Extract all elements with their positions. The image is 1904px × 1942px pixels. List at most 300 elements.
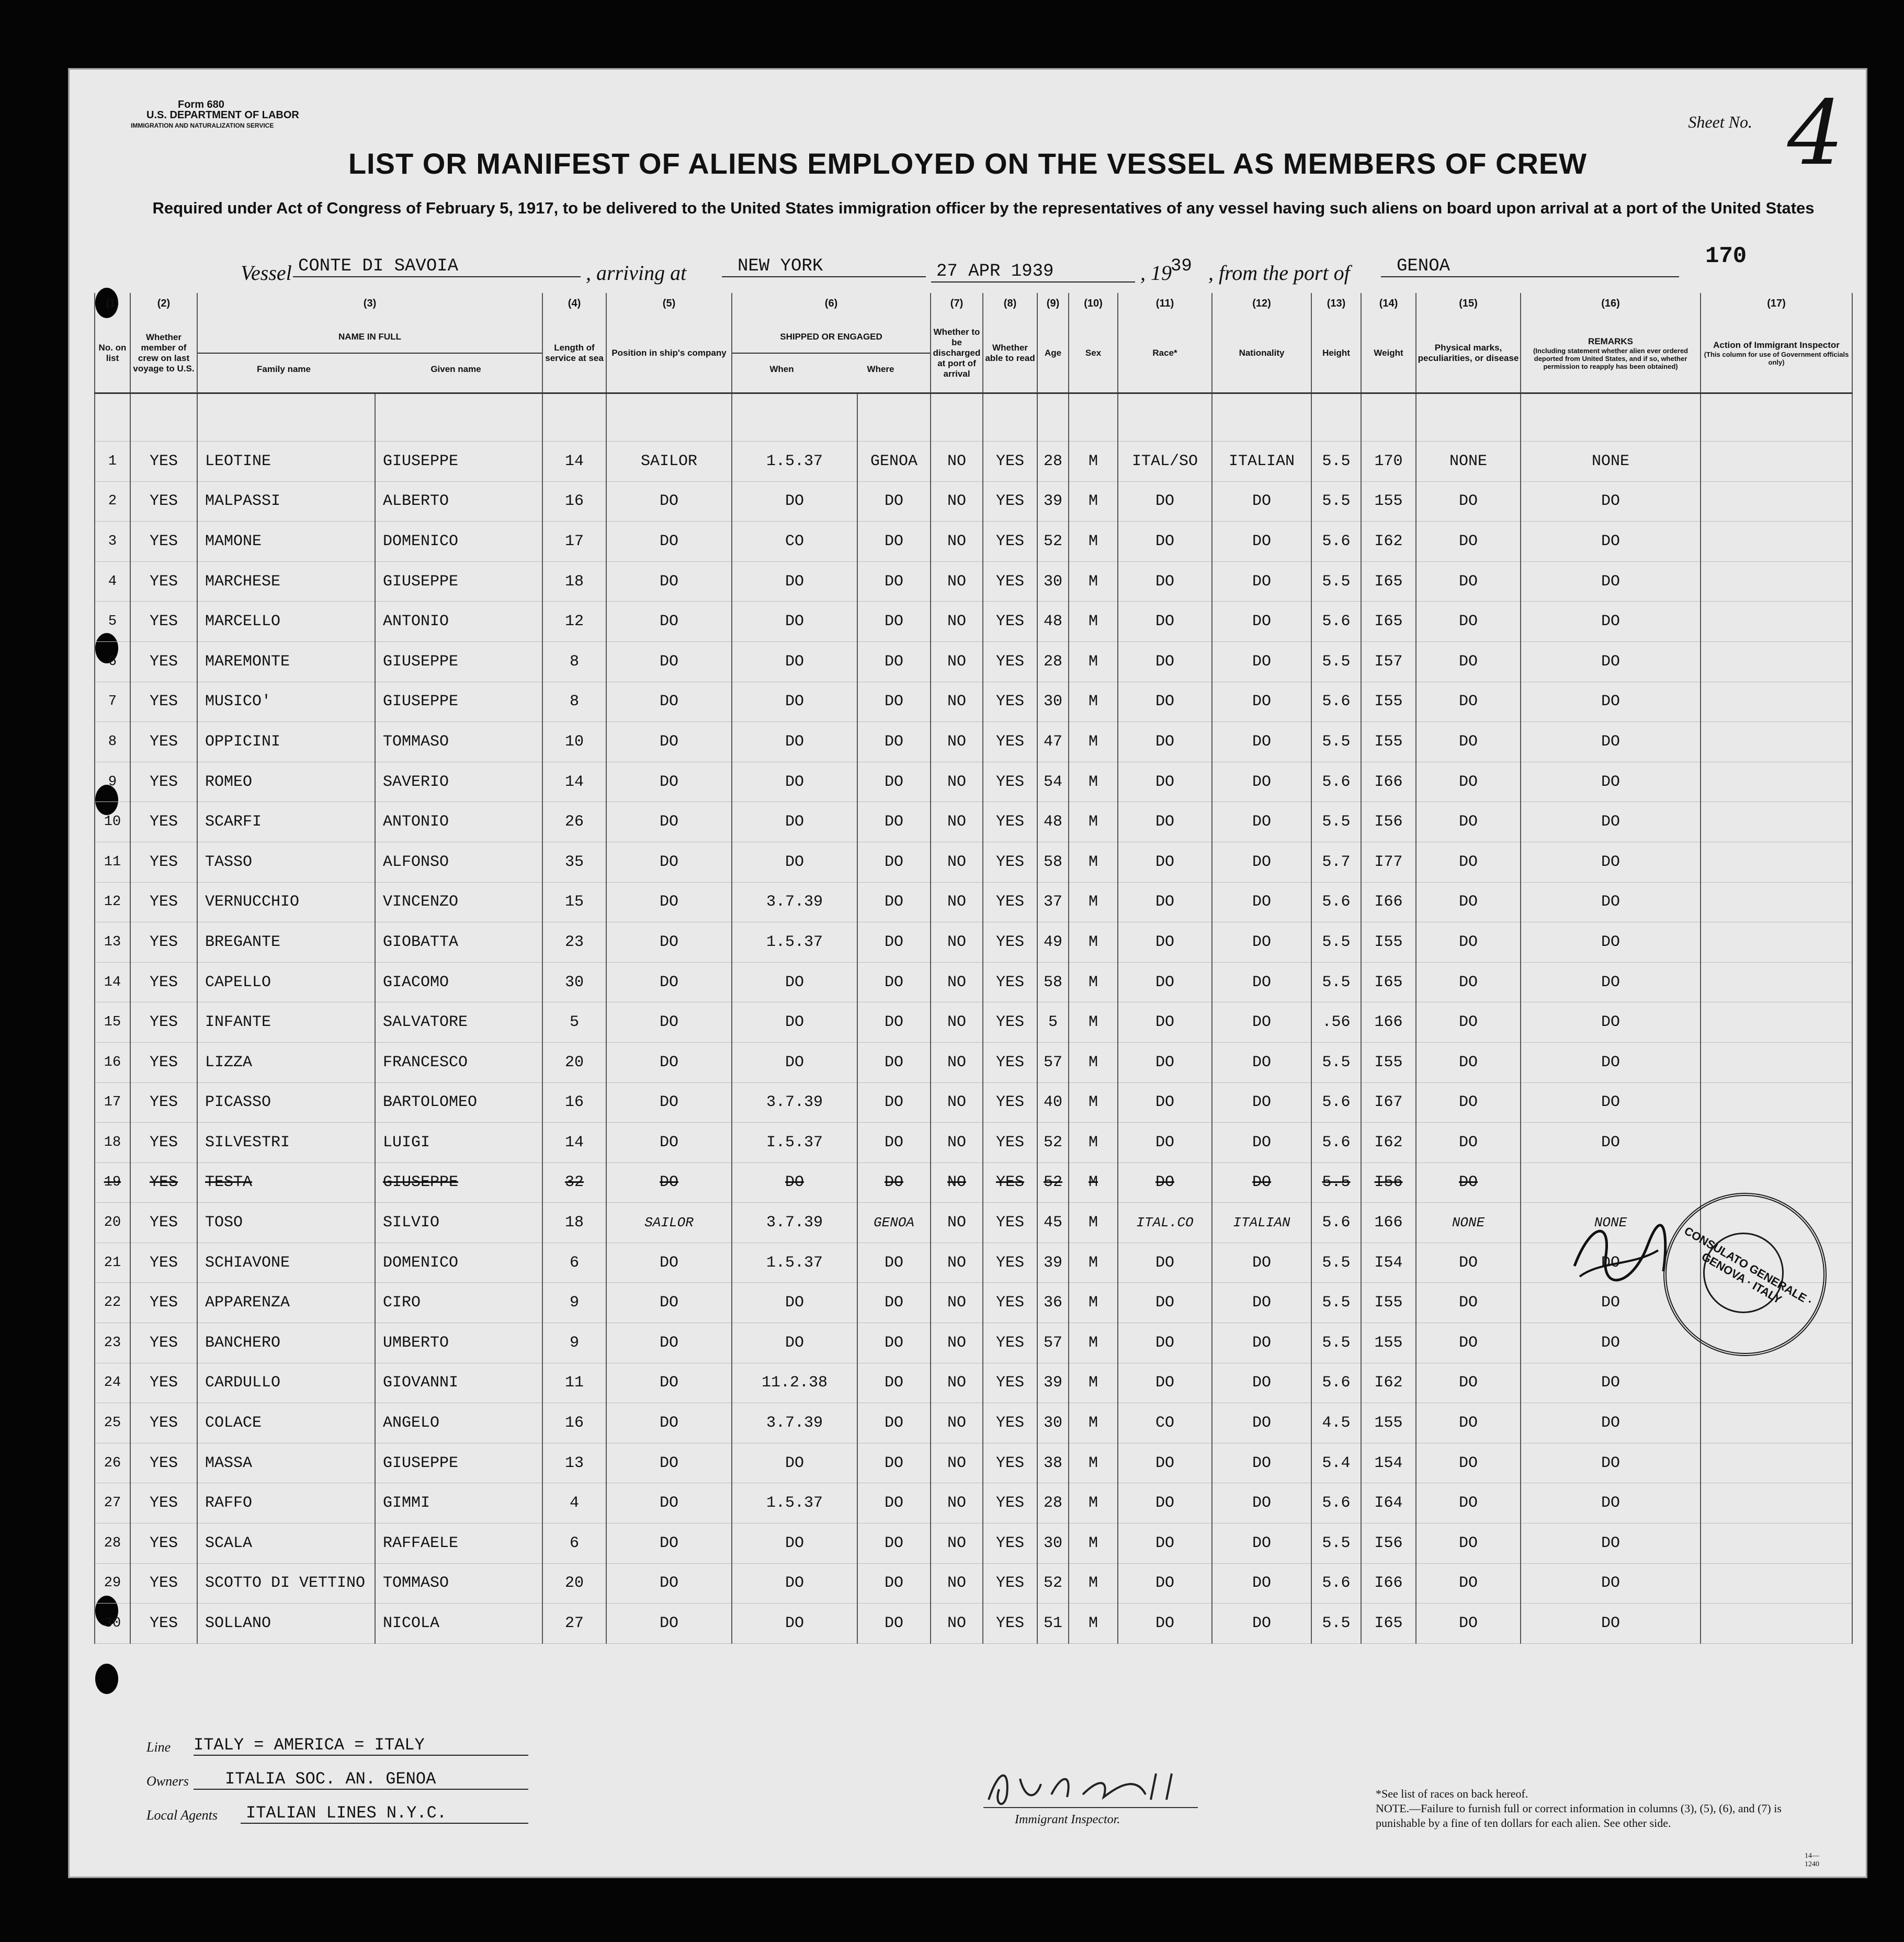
table-row <box>95 882 1852 922</box>
header-last-voyage: Whether member of crew on last voyage to U.S. <box>130 314 197 393</box>
column-header-row <box>95 314 1852 393</box>
owners-label: Owners <box>146 1774 189 1789</box>
last-voyage: YES <box>130 802 197 842</box>
remarks: DO <box>1521 1563 1701 1604</box>
inspector-action <box>1701 1563 1852 1604</box>
row-number: 30 <box>95 1604 130 1644</box>
discharged: NO <box>931 1243 983 1283</box>
shipped-when: I.5.37 <box>732 1123 857 1163</box>
age: 30 <box>1037 1523 1069 1564</box>
height: 5.6 <box>1311 1082 1361 1123</box>
col-num-10: (10) <box>1069 293 1118 314</box>
able-to-read: YES <box>983 682 1037 722</box>
inspector-action <box>1701 682 1852 722</box>
length-of-service: 14 <box>542 762 606 802</box>
row-number: 5 <box>95 602 130 642</box>
inspector-action <box>1701 1604 1852 1644</box>
last-voyage: YES <box>130 641 197 682</box>
last-voyage: YES <box>130 962 197 1002</box>
given-name: TOMMASO <box>375 722 542 762</box>
shipped-when: 3.7.39 <box>732 882 857 922</box>
sex: M <box>1069 762 1118 802</box>
family-name: SCOTTO DI VETTINO <box>197 1563 375 1604</box>
nationality: DO <box>1212 722 1311 762</box>
last-voyage: YES <box>130 1403 197 1443</box>
last-voyage: YES <box>130 602 197 642</box>
table-row <box>95 1082 1852 1123</box>
voyage-details <box>241 256 1758 288</box>
shipped-where: DO <box>857 962 931 1002</box>
able-to-read: YES <box>983 1042 1037 1082</box>
last-voyage: YES <box>130 1082 197 1123</box>
row-number: 16 <box>95 1042 130 1082</box>
sex: M <box>1069 802 1118 842</box>
length-of-service: 35 <box>542 842 606 882</box>
position: DO <box>606 842 732 882</box>
row-number: 13 <box>95 922 130 963</box>
family-name: TOSO <box>197 1203 375 1243</box>
given-name: ALFONSO <box>375 842 542 882</box>
length-of-service: 8 <box>542 641 606 682</box>
nationality: DO <box>1212 762 1311 802</box>
age: 5 <box>1037 1002 1069 1043</box>
length-of-service: 26 <box>542 802 606 842</box>
col-num-14: (14) <box>1361 293 1416 314</box>
family-name: SCHIAVONE <box>197 1243 375 1283</box>
crew-table-container <box>94 293 1852 1716</box>
row-number: 1 <box>95 442 130 482</box>
shipped-when: 1.5.37 <box>732 442 857 482</box>
position: DO <box>606 1323 732 1363</box>
position: DO <box>606 522 732 562</box>
remarks <box>1521 1162 1701 1203</box>
last-voyage: YES <box>130 1283 197 1323</box>
last-voyage: YES <box>130 561 197 602</box>
position: DO <box>606 561 732 602</box>
length-of-service: 5 <box>542 1002 606 1043</box>
discharged: NO <box>931 442 983 482</box>
weight: I64 <box>1361 1483 1416 1523</box>
discharged: NO <box>931 722 983 762</box>
discharged: NO <box>931 481 983 522</box>
length-of-service: 30 <box>542 962 606 1002</box>
header-position: Position in ship's company <box>606 314 732 393</box>
given-name: GIOBATTA <box>375 922 542 963</box>
shipped-when: DO <box>732 1283 857 1323</box>
nationality: DO <box>1212 1443 1311 1483</box>
family-name: OPPICINI <box>197 722 375 762</box>
sex: M <box>1069 641 1118 682</box>
weight: 170 <box>1361 442 1416 482</box>
nationality: DO <box>1212 602 1311 642</box>
shipped-when: DO <box>732 802 857 842</box>
height: 5.6 <box>1311 1563 1361 1604</box>
shipped-when: DO <box>732 1162 857 1203</box>
length-of-service: 16 <box>542 1403 606 1443</box>
given-name: ANTONIO <box>375 802 542 842</box>
last-voyage: YES <box>130 1243 197 1283</box>
physical-marks: DO <box>1416 802 1521 842</box>
inspector-action <box>1701 1002 1852 1043</box>
inspector-action <box>1701 1363 1852 1403</box>
sex: M <box>1069 602 1118 642</box>
shipped-when: DO <box>732 1002 857 1043</box>
weight: I57 <box>1361 641 1416 682</box>
remarks: DO <box>1521 1443 1701 1483</box>
inspector-action <box>1701 882 1852 922</box>
race: DO <box>1118 842 1212 882</box>
height: 5.5 <box>1311 922 1361 963</box>
sex: M <box>1069 561 1118 602</box>
able-to-read: YES <box>983 802 1037 842</box>
height: 5.5 <box>1311 802 1361 842</box>
given-name: NICOLA <box>375 1604 542 1644</box>
length-of-service: 18 <box>542 561 606 602</box>
row-number: 27 <box>95 1483 130 1523</box>
able-to-read: YES <box>983 762 1037 802</box>
remarks: DO <box>1521 522 1701 562</box>
inspector-action <box>1701 1082 1852 1123</box>
nationality: DO <box>1212 561 1311 602</box>
able-to-read: YES <box>983 1123 1037 1163</box>
race: DO <box>1118 522 1212 562</box>
remarks: NONE <box>1521 442 1701 482</box>
weight: 155 <box>1361 481 1416 522</box>
shipped-where: DO <box>857 1363 931 1403</box>
shipped-when: 1.5.37 <box>732 1483 857 1523</box>
length-of-service: 9 <box>542 1323 606 1363</box>
remarks: DO <box>1521 1403 1701 1443</box>
length-of-service: 14 <box>542 1123 606 1163</box>
age: 48 <box>1037 802 1069 842</box>
length-of-service: 11 <box>542 1363 606 1403</box>
discharged: NO <box>931 522 983 562</box>
shipped-when: DO <box>732 1563 857 1604</box>
col-num-11: (11) <box>1118 293 1212 314</box>
shipped-when: DO <box>732 1042 857 1082</box>
table-row <box>95 1403 1852 1443</box>
weight: I55 <box>1361 922 1416 963</box>
consul-signature-icon <box>1569 1214 1674 1292</box>
nationality: DO <box>1212 882 1311 922</box>
weight: I65 <box>1361 561 1416 602</box>
race: DO <box>1118 481 1212 522</box>
inspector-action <box>1701 1403 1852 1443</box>
discharged: NO <box>931 1563 983 1604</box>
table-row <box>95 1563 1852 1604</box>
physical-marks: DO <box>1416 922 1521 963</box>
position: DO <box>606 1363 732 1403</box>
shipped-when: DO <box>732 1323 857 1363</box>
family-name: MARCHESE <box>197 561 375 602</box>
col-num-9: (9) <box>1037 293 1069 314</box>
last-voyage: YES <box>130 682 197 722</box>
shipped-where: DO <box>857 1002 931 1043</box>
shipped-where: DO <box>857 842 931 882</box>
shipped-where: DO <box>857 1483 931 1523</box>
col-num-4: (4) <box>542 293 606 314</box>
race: DO <box>1118 1604 1212 1644</box>
shipped-where: GENOA <box>857 1203 931 1243</box>
arrival-date-stamp: 27 APR 1939 <box>931 262 1135 283</box>
table-row <box>95 682 1852 722</box>
last-voyage: YES <box>130 882 197 922</box>
header-shipped-engaged <box>732 314 931 393</box>
given-name: GIUSEPPE <box>375 682 542 722</box>
physical-marks: DO <box>1416 842 1521 882</box>
remarks: DO <box>1521 561 1701 602</box>
inspector-action <box>1701 561 1852 602</box>
family-name: SILVESTRI <box>197 1123 375 1163</box>
header-no-on-list: No. on list <box>95 314 130 393</box>
weight: I56 <box>1361 1162 1416 1203</box>
weight: I67 <box>1361 1082 1416 1123</box>
age: 49 <box>1037 922 1069 963</box>
row-number: 15 <box>95 1002 130 1043</box>
sex: M <box>1069 1203 1118 1243</box>
sex: M <box>1069 1563 1118 1604</box>
able-to-read: YES <box>983 1403 1037 1443</box>
able-to-read: YES <box>983 1002 1037 1043</box>
race: DO <box>1118 1523 1212 1564</box>
sheet-count: 170 <box>1705 243 1747 269</box>
age: 28 <box>1037 442 1069 482</box>
header-remarks-label: REMARKS <box>1588 336 1633 346</box>
remarks: DO <box>1521 1604 1701 1644</box>
race: DO <box>1118 1563 1212 1604</box>
able-to-read: YES <box>983 602 1037 642</box>
weight: I55 <box>1361 1283 1416 1323</box>
family-name: PICASSO <box>197 1082 375 1123</box>
last-voyage: YES <box>130 1002 197 1043</box>
sex: M <box>1069 722 1118 762</box>
crew-rows <box>95 393 1852 1644</box>
shipped-when: DO <box>732 722 857 762</box>
weight: I62 <box>1361 522 1416 562</box>
inspector-action <box>1701 1443 1852 1483</box>
discharged: NO <box>931 882 983 922</box>
length-of-service: 13 <box>542 1443 606 1483</box>
physical-marks: DO <box>1416 1604 1521 1644</box>
agents-label: Local Agents <box>146 1808 218 1823</box>
physical-marks: DO <box>1416 1323 1521 1363</box>
departure-port: GENOA <box>1381 256 1679 277</box>
nationality: DO <box>1212 1042 1311 1082</box>
sex: M <box>1069 1483 1118 1523</box>
table-row <box>95 722 1852 762</box>
remarks: DO <box>1521 481 1701 522</box>
length-of-service: 17 <box>542 522 606 562</box>
header-shipped-sub <box>732 364 930 375</box>
sex: M <box>1069 442 1118 482</box>
nationality: ITALIAN <box>1212 442 1311 482</box>
shipped-where: DO <box>857 641 931 682</box>
physical-marks: DO <box>1416 882 1521 922</box>
given-name: ANGELO <box>375 1403 542 1443</box>
position: DO <box>606 1123 732 1163</box>
age: 30 <box>1037 561 1069 602</box>
race: DO <box>1118 561 1212 602</box>
position: DO <box>606 922 732 963</box>
col-num-2: (2) <box>130 293 197 314</box>
given-name: FRANCESCO <box>375 1042 542 1082</box>
sex: M <box>1069 1162 1118 1203</box>
race: DO <box>1118 922 1212 963</box>
col-num-15: (15) <box>1416 293 1521 314</box>
inspector-action <box>1701 1042 1852 1082</box>
inspector-action <box>1701 1123 1852 1163</box>
shipped-when: DO <box>732 641 857 682</box>
table-row <box>95 1123 1852 1163</box>
given-name: GIACOMO <box>375 962 542 1002</box>
physical-marks: DO <box>1416 1002 1521 1043</box>
table-row <box>95 962 1852 1002</box>
weight: 166 <box>1361 1203 1416 1243</box>
position: DO <box>606 722 732 762</box>
physical-marks: DO <box>1416 641 1521 682</box>
weight: I55 <box>1361 682 1416 722</box>
penalty-note: NOTE.—Failure to furnish full or correct information in columns (3), (5), (6), and (7) is punishable by a fine of ten dollars for each alien. See other side. <box>1376 1802 1782 1830</box>
vessel-label: Vessel <box>241 261 292 285</box>
consulate-stamp <box>1663 1193 1827 1356</box>
physical-marks: DO <box>1416 1403 1521 1443</box>
race: DO <box>1118 602 1212 642</box>
discharged: NO <box>931 641 983 682</box>
nationality: DO <box>1212 1483 1311 1523</box>
row-number: 28 <box>95 1523 130 1564</box>
header-discharged: Whether to be discharged at port of arrival <box>931 314 983 393</box>
able-to-read: YES <box>983 1243 1037 1283</box>
header-when: When <box>769 364 794 374</box>
height: 5.5 <box>1311 1323 1361 1363</box>
header-shipped-label: SHIPPED OR ENGAGED <box>732 332 930 354</box>
length-of-service: 10 <box>542 722 606 762</box>
age: 57 <box>1037 1323 1069 1363</box>
family-name: MUSICO' <box>197 682 375 722</box>
discharged: NO <box>931 561 983 602</box>
given-name: RAFFAELE <box>375 1523 542 1564</box>
height: 5.6 <box>1311 762 1361 802</box>
shipped-when: 3.7.39 <box>732 1203 857 1243</box>
header-length-of-service: Length of service at sea <box>542 314 606 393</box>
weight: I56 <box>1361 1523 1416 1564</box>
year-prefix: , 19 <box>1140 261 1172 285</box>
shipped-when: 11.2.38 <box>732 1363 857 1403</box>
arrival-year: 39 <box>1171 256 1192 276</box>
height: .56 <box>1311 1002 1361 1043</box>
shipped-where: DO <box>857 802 931 842</box>
discharged: NO <box>931 1203 983 1243</box>
shipped-when: DO <box>732 842 857 882</box>
position: DO <box>606 602 732 642</box>
table-row <box>95 1162 1852 1203</box>
age: 47 <box>1037 722 1069 762</box>
discharged: NO <box>931 1443 983 1483</box>
able-to-read: YES <box>983 722 1037 762</box>
discharged: NO <box>931 802 983 842</box>
race: DO <box>1118 1363 1212 1403</box>
sex: M <box>1069 1363 1118 1403</box>
length-of-service: 15 <box>542 882 606 922</box>
sex: M <box>1069 962 1118 1002</box>
physical-marks: DO <box>1416 682 1521 722</box>
last-voyage: YES <box>130 842 197 882</box>
remarks: DO <box>1521 962 1701 1002</box>
nationality: ITALIAN <box>1212 1203 1311 1243</box>
last-voyage: YES <box>130 442 197 482</box>
given-name: TOMMASO <box>375 1563 542 1604</box>
service-name: IMMIGRATION AND NATURALIZATION SERVICE <box>131 122 274 129</box>
age: 48 <box>1037 602 1069 642</box>
able-to-read: YES <box>983 1082 1037 1123</box>
nationality: DO <box>1212 1363 1311 1403</box>
race: DO <box>1118 802 1212 842</box>
discharged: NO <box>931 682 983 722</box>
row-number: 21 <box>95 1243 130 1283</box>
last-voyage: YES <box>130 1483 197 1523</box>
discharged: NO <box>931 1483 983 1523</box>
arrival-port: NEW YORK <box>722 256 926 277</box>
shipped-where: DO <box>857 1403 931 1443</box>
physical-marks: DO <box>1416 561 1521 602</box>
physical-marks: DO <box>1416 481 1521 522</box>
col-num-3: (3) <box>197 293 542 314</box>
table-row <box>95 842 1852 882</box>
shipped-where: DO <box>857 1563 931 1604</box>
family-name: SCARFI <box>197 802 375 842</box>
physical-marks: DO <box>1416 1523 1521 1564</box>
row-number: 8 <box>95 722 130 762</box>
table-row <box>95 641 1852 682</box>
header-nationality: Nationality <box>1212 314 1311 393</box>
last-voyage: YES <box>130 1042 197 1082</box>
given-name: SALVATORE <box>375 1002 542 1043</box>
weight: I62 <box>1361 1363 1416 1403</box>
table-row <box>95 1042 1852 1082</box>
family-name: MAMONE <box>197 522 375 562</box>
row-number: 7 <box>95 682 130 722</box>
weight: I56 <box>1361 802 1416 842</box>
form-identifier <box>131 99 299 131</box>
sex: M <box>1069 1443 1118 1483</box>
header-inspector-label: Action of Immigrant Inspector <box>1713 340 1840 350</box>
sex: M <box>1069 1082 1118 1123</box>
shipped-where: DO <box>857 882 931 922</box>
inspector-action <box>1701 481 1852 522</box>
discharged: NO <box>931 1123 983 1163</box>
sex: M <box>1069 1323 1118 1363</box>
family-name: MARCELLO <box>197 602 375 642</box>
row-number: 25 <box>95 1403 130 1443</box>
position: DO <box>606 481 732 522</box>
physical-marks: DO <box>1416 762 1521 802</box>
remarks: DO <box>1521 682 1701 722</box>
race: DO <box>1118 962 1212 1002</box>
height: 5.5 <box>1311 1604 1361 1644</box>
length-of-service: 4 <box>542 1483 606 1523</box>
position: DO <box>606 1042 732 1082</box>
age: 57 <box>1037 1042 1069 1082</box>
header-able-to-read: Whether able to read <box>983 314 1037 393</box>
row-number: 19 <box>95 1162 130 1203</box>
weight: I62 <box>1361 1123 1416 1163</box>
last-voyage: YES <box>130 1523 197 1564</box>
inspector-action <box>1701 602 1852 642</box>
row-number: 2 <box>95 481 130 522</box>
inspector-action <box>1701 442 1852 482</box>
family-name: RAFFO <box>197 1483 375 1523</box>
row-number: 4 <box>95 561 130 602</box>
